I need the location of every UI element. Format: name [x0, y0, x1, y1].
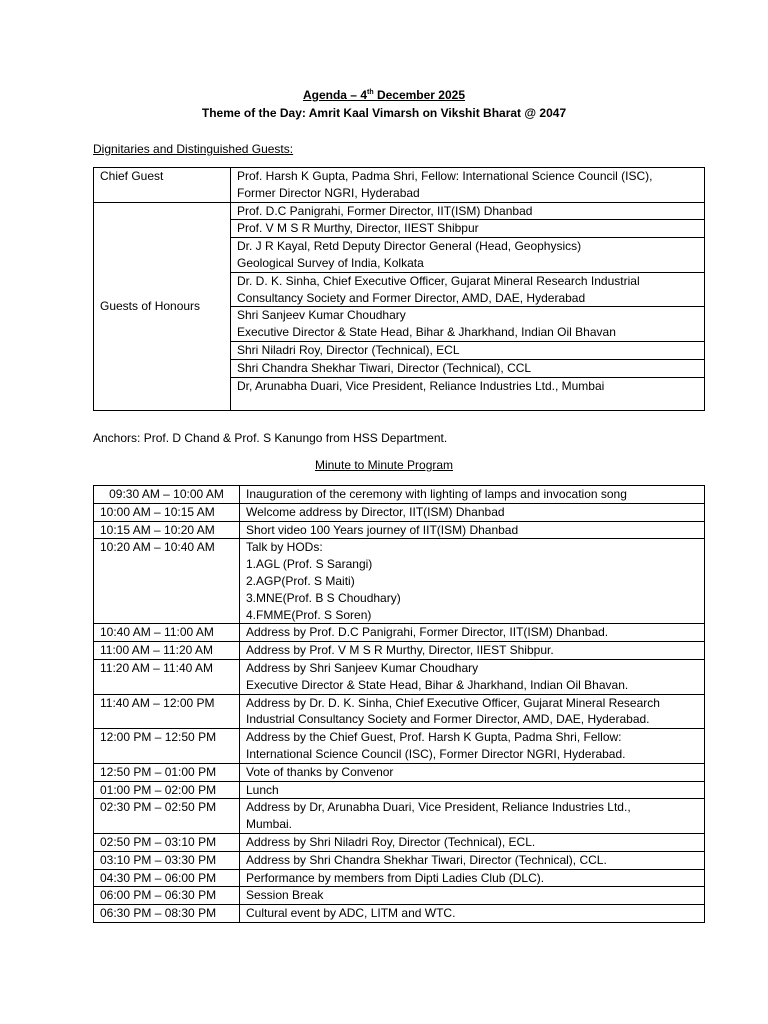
guest-cell [231, 202, 705, 220]
program-time: 12:00 PM – 12:50 PM [94, 729, 240, 764]
guest-line: Prof. D.C Panigrahi, Former Director, IIT(ISM) Dhanbad [237, 203, 533, 218]
program-description [240, 799, 705, 834]
program-description [240, 763, 705, 781]
program-time: 10:40 AM – 11:00 AM [94, 624, 240, 642]
program-row [94, 659, 705, 694]
chief-guest-cell [231, 168, 705, 203]
program-description [240, 905, 705, 923]
program-line: 2.AGP(Prof. S Maiti) [246, 573, 355, 588]
guests-label: Guests of Honours [94, 202, 231, 410]
program-row [94, 521, 705, 539]
program-time: 10:00 AM – 10:15 AM [94, 503, 240, 521]
program-time: 10:15 AM – 10:20 AM [94, 521, 240, 539]
program-line: Short video 100 Years journey of IIT(ISM) Dhanbad [246, 522, 519, 537]
guest-line: Shri Chandra Shekhar Tiwari, Director (Technical), CCL [237, 360, 532, 375]
program-description [240, 503, 705, 521]
guest-cell [231, 272, 705, 307]
program-row [94, 624, 705, 642]
program-line: Welcome address by Director, IIT(ISM) Dhanbad [246, 504, 505, 519]
program-time: 09:30 AM – 10:00 AM [94, 486, 240, 504]
program-line: Address by Prof. D.C Panigrahi, Former Director, IIT(ISM) Dhanbad. [246, 625, 609, 640]
program-line: Talk by HODs: [246, 540, 323, 555]
guest-line: Dr. J R Kayal, Retd Deputy Director General (Head, Geophysics) [237, 239, 582, 254]
program-line: Address by Dr. D. K. Sinha, Chief Executive Officer, Gujarat Mineral Research [246, 695, 660, 710]
chief-guest-line: Former Director NGRI, Hyderabad [237, 185, 420, 200]
program-line: Mumbai. [246, 817, 293, 832]
program-time: 11:20 AM – 11:40 AM [94, 659, 240, 694]
program-line: Address by the Chief Guest, Prof. Harsh K Gupta, Padma Shri, Fellow: [246, 730, 622, 745]
agenda-date-suffix: December 2025 [373, 88, 466, 102]
program-row [94, 905, 705, 923]
program-line: Executive Director & State Head, Bihar & Jharkhand, Indian Oil Bhavan. [246, 677, 629, 692]
program-line: Industrial Consultancy Society and Former Director, AMD, DAE, Hyderabad. [246, 712, 650, 727]
guest-line: Shri Niladri Roy, Director (Technical), ECL [237, 342, 460, 357]
chief-guest-label: Chief Guest [94, 168, 231, 203]
program-row [94, 833, 705, 851]
chief-guest-line: Prof. Harsh K Gupta, Padma Shri, Fellow: International Science Council (ISC), [237, 169, 653, 183]
program-row [94, 503, 705, 521]
guest-line: Shri Sanjeev Kumar Choudhary [237, 308, 406, 323]
program-line: Address by Shri Chandra Shekhar Tiwari, Director (Technical), CCL. [246, 852, 607, 867]
chief-guest-row [94, 168, 705, 203]
program-description [240, 486, 705, 504]
program-row [94, 642, 705, 660]
guest-cell [231, 220, 705, 238]
program-line: Lunch [246, 782, 279, 797]
program-row [94, 729, 705, 764]
guest-line: Geological Survey of India, Kolkata [237, 255, 424, 270]
program-line: 3.MNE(Prof. B S Choudhary) [246, 590, 401, 605]
program-line: Vote of thanks by Convenor [246, 764, 394, 779]
program-time: 04:30 PM – 06:00 PM [94, 869, 240, 887]
guest-line: Prof. V M S R Murthy, Director, IIEST Shibpur [237, 221, 479, 236]
guest-line: Executive Director & State Head, Bihar & Jharkhand, Indian Oil Bhavan [237, 325, 616, 340]
program-row [94, 763, 705, 781]
program-description [240, 833, 705, 851]
program-time: 12:50 PM – 01:00 PM [94, 763, 240, 781]
program-time: 06:00 PM – 06:30 PM [94, 887, 240, 905]
program-time: 02:50 PM – 03:10 PM [94, 833, 240, 851]
program-row [94, 539, 705, 624]
agenda-date-prefix: Agenda – 4 [302, 88, 367, 102]
anchors-text: Anchors: Prof. D Chand & Prof. S Kanungo from HSS Department. [93, 431, 448, 445]
guest-line: Dr. D. K. Sinha, Chief Executive Officer, Gujarat Mineral Research Industrial [237, 273, 640, 288]
program-row [94, 694, 705, 729]
program-description [240, 694, 705, 729]
program-description [240, 624, 705, 642]
program-line: Inauguration of the ceremony with lighting of lamps and invocation song [246, 487, 627, 501]
program-description [240, 729, 705, 764]
program-row [94, 887, 705, 905]
agenda-date-superscript: th [367, 89, 374, 96]
program-description [240, 869, 705, 887]
program-time: 11:00 AM – 11:20 AM [94, 642, 240, 660]
program-line: Performance by members from Dipti Ladies Club (DLC). [246, 870, 545, 885]
program-description [240, 642, 705, 660]
program-table [93, 485, 705, 923]
program-description [240, 781, 705, 799]
program-time: 06:30 PM – 08:30 PM [94, 905, 240, 923]
program-time: 11:40 AM – 12:00 PM [94, 694, 240, 729]
program-description [240, 887, 705, 905]
program-line: Address by Shri Sanjeev Kumar Choudhary [246, 660, 479, 675]
guest-cell [231, 341, 705, 359]
program-row [94, 869, 705, 887]
program-row [94, 799, 705, 834]
guest-cell [231, 359, 705, 377]
program-line: Cultural event by ADC, LITM and WTC. [246, 906, 456, 921]
program-time: 10:20 AM – 10:40 AM [94, 539, 240, 624]
agenda-title [0, 88, 768, 102]
program-line: Session Break [246, 888, 324, 903]
program-description [240, 521, 705, 539]
program-heading: Minute to Minute Program [314, 458, 454, 472]
program-row [94, 851, 705, 869]
guest-cell [231, 307, 705, 342]
guest-cell [231, 377, 705, 410]
program-line: International Science Council (ISC), Former Director NGRI, Hyderabad. [246, 746, 626, 761]
program-line: 4.FMME(Prof. S Soren) [246, 607, 372, 622]
program-description [240, 851, 705, 869]
guest-line: Consultancy Society and Former Director, AMD, DAE, Hyderabad [237, 290, 586, 305]
program-line: Address by Dr, Arunabha Duari, Vice President, Reliance Industries Ltd., [246, 800, 631, 815]
program-row [94, 781, 705, 799]
program-time: 01:00 PM – 02:00 PM [94, 781, 240, 799]
guest-cell [231, 238, 705, 273]
program-line: Address by Prof. V M S R Murthy, Director, IIEST Shibpur. [246, 643, 554, 658]
dignitaries-heading: Dignitaries and Distinguished Guests: [93, 142, 294, 156]
theme-title: Theme of the Day: Amrit Kaal Vimarsh on Vikshit Bharat @ 2047 [201, 106, 567, 120]
program-time: 03:10 PM – 03:30 PM [94, 851, 240, 869]
program-time: 02:30 PM – 02:50 PM [94, 799, 240, 834]
dignitaries-table [93, 167, 705, 411]
guest-row [94, 202, 705, 220]
program-description [240, 659, 705, 694]
program-row [94, 486, 705, 504]
program-line: 1.AGL (Prof. S Sarangi) [246, 557, 373, 572]
program-description [240, 539, 705, 624]
guest-line: Dr, Arunabha Duari, Vice President, Reliance Industries Ltd., Mumbai [237, 378, 605, 393]
program-line: Address by Shri Niladri Roy, Director (Technical), ECL. [246, 834, 536, 849]
